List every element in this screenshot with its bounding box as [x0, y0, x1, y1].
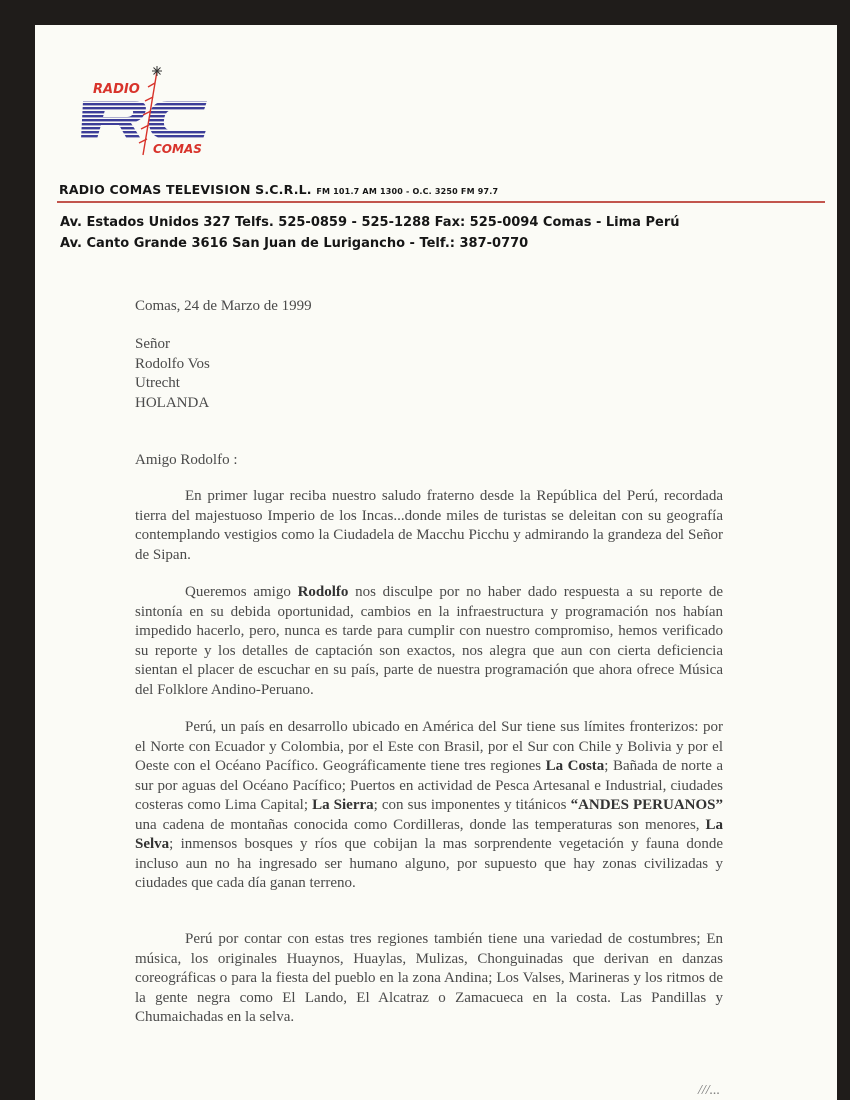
address-line-1: Av. Estados Unidos 327 Telfs. 525-0859 - 525-1288 Fax: 525-0094 Comas - Lima Perú [60, 215, 680, 230]
recipient-block [135, 335, 723, 413]
header-divider [57, 201, 825, 203]
recipient-line: Señor [135, 336, 170, 352]
bold-text-run: La Sierra [312, 797, 374, 813]
text-run: ; con sus imponentes y titánicos [373, 797, 571, 813]
text-run: Perú, un país en desarrollo ubicado en América del Sur tiene sus límites fronterizos: por el Norte con Ecuador y Colombia, por el Este con Brasil, por el Sur con Chile y Bolivia y por el Oeste con el Océano Pacífico. Geográficamente tiene tres regiones [135, 719, 723, 774]
recipient-line: Rodolfo Vos [135, 355, 210, 372]
letter-page [35, 25, 837, 1100]
bold-text-run: Rodolfo [297, 584, 349, 600]
text-run: una cadena de montañas conocida como Cordilleras, donde las temperaturas son menores, [135, 816, 706, 833]
text-run: ; inmensos bosques y ríos que cobijan la mas sorprendente vegetación y fauna donde incluso aun no ha ingresado ser humano alguno, por supuesto que hay zonas civilizadas y ciudades que cada día ganan terreno. [135, 836, 723, 891]
bold-text-run: La Costa [545, 758, 605, 774]
frequencies: FM 101.7 AM 1300 - O.C. 3250 FM 97.7 [316, 187, 499, 196]
body-paragraph [135, 487, 723, 565]
bold-text-run: “ANDES PERUANOS” [570, 797, 723, 813]
recipient-line: Utrecht [135, 375, 180, 391]
letter-date: Comas, 24 de Marzo de 1999 [135, 298, 312, 314]
text-run: nos disculpe por no haber dado respuesta a su reporte de sintonía en su debida oportunidad, cambios en la infraestructura y programación nos habían impedido hacerlo, pero, nunca es tarde para cumplir con nuestro compromiso, hemos verificado su reporte y los detalles de captación son exactos, nos alegra que aun con cierta deficiencia sientan el placer de escuchar en su país, parte de nuestra programación que ahora ofrece Música del Folklore Andino-Peruano. [135, 584, 724, 698]
text-run: En primer lugar reciba nuestro saludo fraterno desde la República del Perú, recordada tierra del majestuoso Imperio de los Incas...donde miles de turistas se deleitan con su geografía contemplando vestigios como la Ciudadela de Macchu Picchu y admirando la grandeza del Señor de Sipan. [135, 488, 723, 563]
continuation-mark: ///... [698, 1083, 721, 1098]
recipient-line: HOLANDA [135, 394, 210, 411]
body-paragraph [135, 583, 723, 700]
company-line [59, 182, 498, 197]
salutation: Amigo Rodolfo : [135, 452, 238, 468]
logo-top-word: RADIO [93, 82, 140, 97]
text-run: Queremos amigo [185, 584, 298, 600]
radio-comas-logo [75, 63, 215, 163]
company-name: RADIO COMAS TELEVISION S.C.R.L. [59, 182, 312, 197]
bold-text-run: La Selva [135, 816, 723, 852]
body-paragraph [135, 930, 723, 1028]
text-run: ; Bañada de norte a sur por aguas del Océano Pacífico; Puertos en actividad de Pesca Artesanal e Industrial, ciudades costeras como Lima Capital; [135, 758, 724, 813]
address-line-2: Av. Canto Grande 3616 San Juan de Lurigancho - Telf.: 387-0770 [60, 236, 529, 251]
body-paragraph [135, 718, 723, 894]
text-run: Perú por contar con estas tres regiones también tiene una variedad de costumbres; En música, los originales Huaynos, Huaylas, Mulizas, Chonguinadas que derivan en danzas coreográficas o para la fiesta del pueblo en la zona Andina; Los Valses, Marineras y los ritmos de la gente negra como El Lando, El Alcatraz o Zamacueca en la costa. Las Pandillas y Chumaichadas en la selva. [135, 931, 723, 1025]
logo-bottom-word: COMAS [153, 142, 202, 156]
